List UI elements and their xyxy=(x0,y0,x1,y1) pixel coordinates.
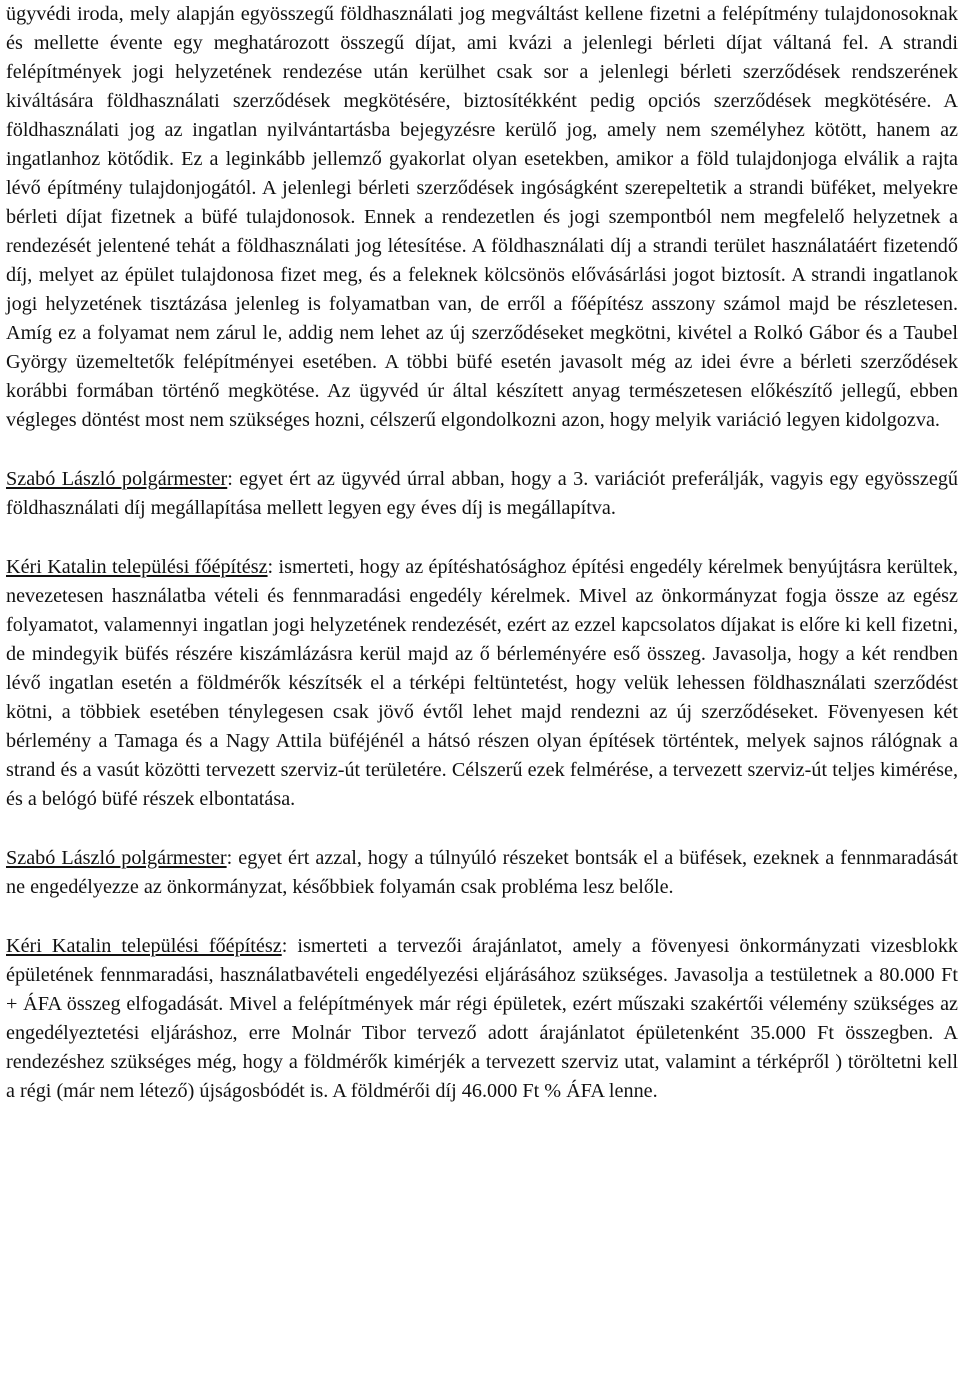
paragraph-text: : ismerteti a tervezői árajánlatot, amely a fövenyesi önkormányzati vizesblokk épületének fennmaradási, használatbavételi engedélyezési eljárásához szükséges. Javasolja a testületnek a 80.000 Ft + ÁFA összeg elfogadását. Mivel a felépítmények már régi épületek, ezért műszaki szakértői vélemény szükséges az engedélyeztetési eljáráshoz, erre Molnár Tibor tervező adott árajánlatot épületenként 35.000 Ft összegben. A rendezéshez szükséges még, hogy a földmérők kimérjék a tervezett szerviz utat, valamint a térképről ) töröltetni kell a régi (már nem létező) újságosbódét is. A földmérői díj 46.000 Ft % ÁFA lenne. xyxy=(6,935,959,1102)
body-paragraph-2 xyxy=(6,465,958,523)
speaker-name: Szabó László polgármester xyxy=(6,468,228,490)
speaker-name: Kéri Katalin települési főépítész xyxy=(6,556,268,578)
body-paragraph-4 xyxy=(6,844,958,902)
body-paragraph-1 xyxy=(6,0,958,435)
body-paragraph-5 xyxy=(6,932,958,1106)
paragraph-text: ügyvédi iroda, mely alapján egyösszegű földhasználati jog megváltást kellene fizetni a felépítmény tulajdonosoknak és mellette évente egy meghatározott összegű díjat, ami kvázi a jelenlegi bérleti díjat váltaná fel. A strandi felépítmények jogi helyzetének rendezése után kerülhet csak sor a jelenlegi bérleti szerződések rendszerének kiváltására földhasználati szerződések megkötésére, biztosítékként pedig opciós szerződések megkötésére. A földhasználati jog az ingatlan nyilvántartásba bejegyzésre kerülő jog, amely nem személyhez kötött, hanem az ingatlanhoz kötődik. Ez a leginkább jellemző gyakorlat olyan esetekben, amikor a föld tulajdonjoga elválik a rajta lévő építmény tulajdonjogától. A jelenlegi bérleti szerződések ingóságként szerepeltetik a strandi büféket, melyekre bérleti díjat fizetnek a büfé tulajdonosok. Ennek a rendezetlen és jogi szempontból nem megfelelő helyzetnek a rendezését jelentené tehát a földhasználati jog létesítése. A földhasználati díj a strandi terület használatáért fizetendő díj, melyet az épület tulajdonosa fizet meg, és a feleknek kölcsönös elővásárlási jogot biztosít. A strandi ingatlanok jogi helyzetének tisztázása jelenleg is folyamatban van, de erről a főépítész asszony számol majd be részletesen. Amíg ez a folyamat nem zárul le, addig nem lehet az új szerződéseket megkötni, kivétel a Rolkó Gábor és a Taubel György üzemeltetők felépítményei esetében. A többi büfé esetén javasolt még az idei évre a bérleti szerződések korábbi formában történő megkötése. Az ügyvéd úr által készített anyag természetesen előkészítő jellegű, ebben végleges döntést most nem szükséges hozni, célszerű elgondolkozni azon, hogy melyik variáció legyen kidolgozva. xyxy=(6,3,958,431)
document-page xyxy=(6,0,958,1106)
paragraph-text: : egyet ért az ügyvéd úrral abban, hogy a 3. variációt preferálják, vagyis egy egyösszegű földhasználati díj megállapítása mellett legyen egy éves díj is megállapítva. xyxy=(6,468,959,519)
paragraph-text: : ismerteti, hogy az építéshatósághoz építési engedély kérelmek benyújtásra kerültek, nevezetesen használatba vételi és fennmaradási engedély kérelmek. Mivel az önkormányzat fogja össze az egész folyamatot, valamennyi ingatlan jogi helyzetének rendezését, ezért az ezzel kapcsolatos díjakat is előre ki kell fizetni, de mindegyik büfés részére kiszámlázásra kerül majd az ő bérleményére eső összeg. Javasolja, hogy a két rendben lévő ingatlan esetén a földmérők készítsék el a térképi feltüntetést, hogy velük lehessen földhasználati szerződést kötni, a többiek esetében ténylegesen csak jövő évtől lehet majd rendezni az új szerződéseket. Fövenyesen két bérlemény a Tamaga és a Nagy Attila büféjénél a hátsó részen olyan építések történtek, melyek sajnos rálógnak a strand és a vasút közötti tervezett szerviz-út területére. Célszerű ezek felmérése, a tervezett szerviz-út teljes kimérése, és a belógó büfé részek elbontatása. xyxy=(6,556,958,810)
body-paragraph-3 xyxy=(6,553,958,814)
speaker-name: Szabó László polgármester xyxy=(6,847,227,869)
paragraph-text: : egyet ért azzal, hogy a túlnyúló részeket bontsák el a büfések, ezeknek a fennmaradását ne engedélyezze az önkormányzat, későbbiek folyamán csak probléma lesz belőle. xyxy=(6,847,958,898)
speaker-name: Kéri Katalin települési főépítész xyxy=(6,935,282,957)
